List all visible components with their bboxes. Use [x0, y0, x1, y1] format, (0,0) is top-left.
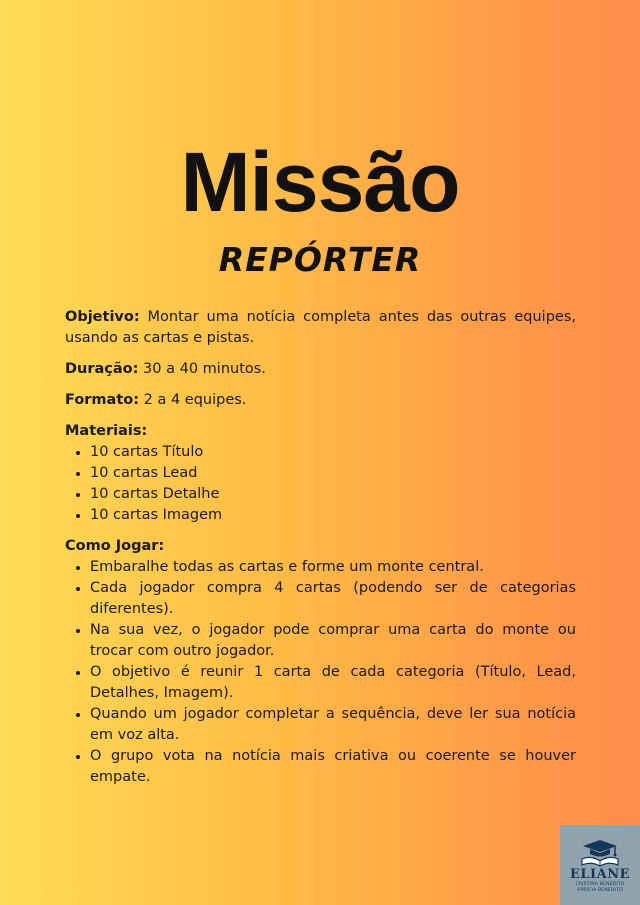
list-item: • 10 cartas Lead [90, 463, 576, 484]
list-item: • Quando um jogador completar a sequência, deve ler sua notícia em voz alta. [90, 704, 576, 746]
objective-text: Montar uma notícia completa antes das outras equipes, usando as cartas e pistas. [65, 309, 576, 346]
format-text: 2 a 4 equipes. [143, 392, 247, 408]
list-item: • Na sua vez, o jogador pode comprar uma carta do monte ou trocar com outro jogador. [90, 620, 576, 662]
logo-name: ELIANE [569, 866, 630, 882]
list-item: • O objetivo é reunir 1 carta de cada categoria (Título, Lead, Detalhes, Imagem). [90, 662, 576, 704]
list-item: • 10 cartas Detalhe [90, 484, 576, 505]
author-logo [560, 825, 640, 905]
how-to-play-heading: Como Jogar: [65, 538, 165, 554]
duration-paragraph [65, 359, 576, 380]
duration-label: Duração: [65, 361, 139, 377]
objective-label: Objetivo: [65, 309, 140, 325]
list-item: • Cada jogador compra 4 cartas (podendo ser de categorias diferentes). [90, 578, 576, 620]
objective-paragraph [65, 307, 576, 349]
format-label: Formato: [65, 392, 140, 408]
logo-subtitle: CRISTINA BENEDITO [575, 881, 625, 887]
how-to-play-list [65, 557, 576, 788]
logo-subtitle-2: APRÍCIA BENEDITO [577, 887, 623, 893]
list-item: • 10 cartas Título [90, 442, 576, 463]
game-rules [65, 307, 576, 798]
list-item: • O grupo vota na notícia mais criativa ou coerente se houver empate. [90, 746, 576, 788]
list-item: • 10 cartas Imagem [90, 505, 576, 526]
format-paragraph [65, 390, 576, 411]
materials-heading: Materiais: [65, 423, 148, 439]
page-subtitle: REPÓRTER [218, 240, 422, 279]
page-title: Missão [180, 135, 460, 229]
graduation-cap-book-icon [579, 837, 621, 867]
list-item: • Embaralhe todas as cartas e forme um monte central. [90, 557, 576, 578]
materials-list [65, 442, 576, 526]
duration-text: 30 a 40 minutos. [143, 361, 266, 377]
